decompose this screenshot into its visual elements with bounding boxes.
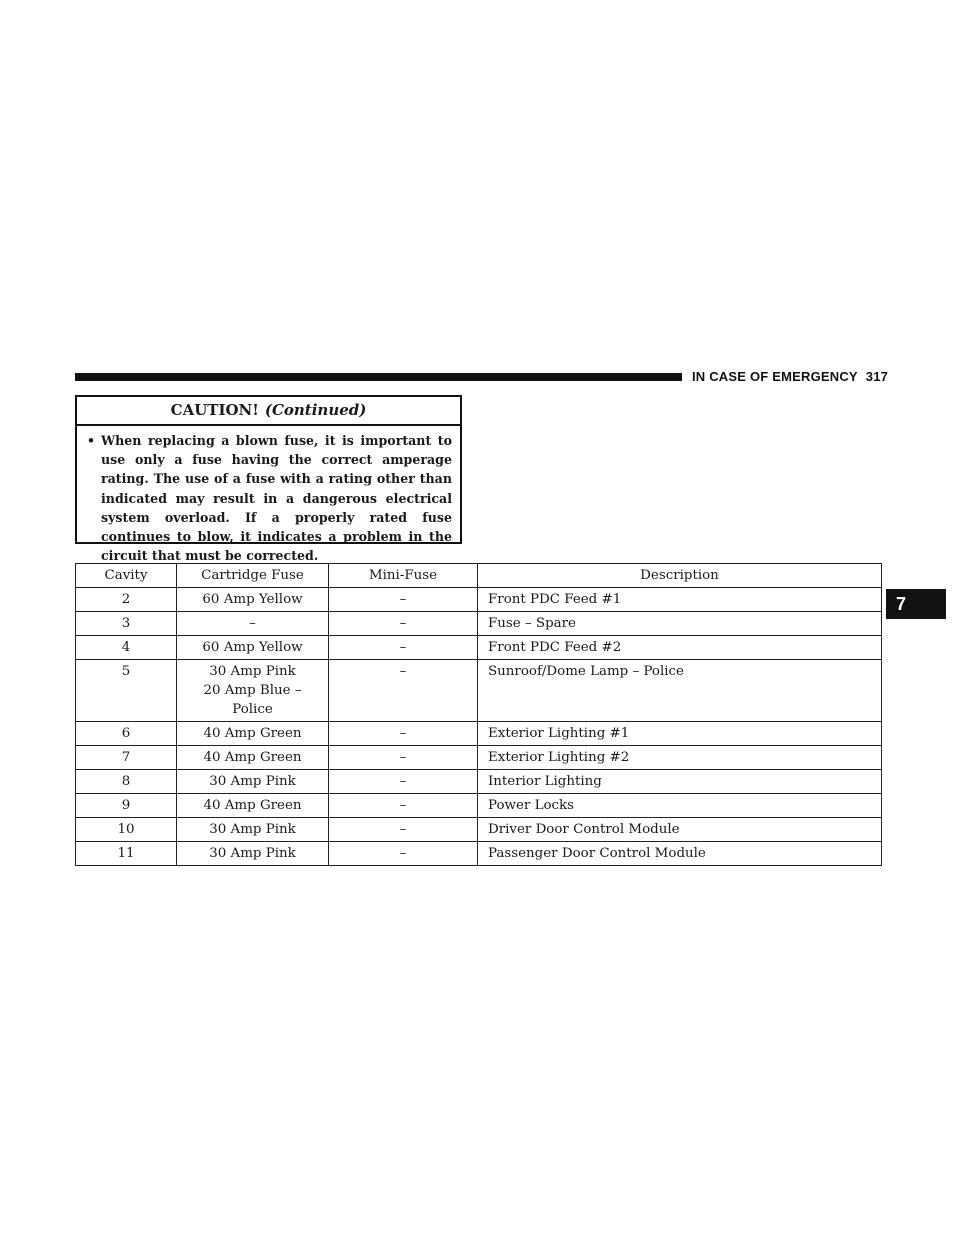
cartridge-fuse-line: 30 Amp Pink: [209, 822, 296, 837]
cavity-cell: 9: [76, 794, 177, 818]
description-cell: Sunroof/Dome Lamp – Police: [478, 660, 882, 722]
mini-fuse-cell: –: [329, 612, 478, 636]
cartridge-fuse-line: –: [249, 616, 256, 631]
header-rule: [75, 373, 682, 381]
caution-body: [77, 426, 460, 565]
caution-box: [75, 395, 462, 564]
cartridge-fuse-cell: [177, 818, 329, 842]
cartridge-fuse-cell: [177, 842, 329, 866]
mini-fuse-cell: –: [329, 794, 478, 818]
cavity-cell: 10: [76, 818, 177, 842]
description-cell: Exterior Lighting #2: [478, 746, 882, 770]
mini-fuse-cell: –: [329, 722, 478, 746]
header-cavity: Cavity: [76, 564, 177, 588]
bullet-icon: •: [87, 433, 96, 448]
page-number: 317: [865, 369, 889, 384]
description-cell: Passenger Door Control Module: [478, 842, 882, 866]
table-row: [76, 794, 882, 818]
cavity-cell: 11: [76, 842, 177, 866]
running-header: [692, 366, 888, 388]
cartridge-fuse-cell: [177, 588, 329, 612]
cavity-cell: 7: [76, 746, 177, 770]
mini-fuse-cell: –: [329, 588, 478, 612]
table-row: [76, 746, 882, 770]
header-cartridge-fuse: Cartridge Fuse: [177, 564, 329, 588]
cartridge-fuse-line: 20 Amp Blue –: [203, 683, 302, 698]
cartridge-fuse-cell: [177, 770, 329, 794]
mini-fuse-cell: –: [329, 770, 478, 794]
description-cell: Driver Door Control Module: [478, 818, 882, 842]
caution-text: When replacing a blown fuse, it is important to use only a fuse having the correct amperage rating. The use of a fuse with a rating other than indicated may result in a dangerous electrical system overload. If a properly rated fuse continues to blow, it indicates a problem in the circuit that must be corrected.: [101, 433, 452, 564]
table-row: [76, 818, 882, 842]
description-cell: Fuse – Spare: [478, 612, 882, 636]
cavity-cell: 2: [76, 588, 177, 612]
cartridge-fuse-cell: [177, 660, 329, 722]
caution-title: [77, 397, 460, 426]
cavity-cell: 8: [76, 770, 177, 794]
caution-heading: CAUTION!: [170, 401, 259, 419]
fuse-table: [75, 563, 882, 866]
table-row: [76, 722, 882, 746]
table-row: [76, 660, 882, 722]
description-cell: Front PDC Feed #2: [478, 636, 882, 660]
cartridge-fuse-line: 40 Amp Green: [203, 726, 302, 741]
table-header-row: [76, 564, 882, 588]
table-row: [76, 636, 882, 660]
cartridge-fuse-line: 30 Amp Pink: [209, 846, 296, 861]
description-cell: Interior Lighting: [478, 770, 882, 794]
caution-continued: (Continued): [264, 401, 367, 419]
cartridge-fuse-cell: [177, 612, 329, 636]
chapter-tab[interactable]: 7: [886, 589, 946, 619]
cartridge-fuse-cell: [177, 636, 329, 660]
cavity-cell: 3: [76, 612, 177, 636]
cartridge-fuse-line: 30 Amp Pink: [209, 664, 296, 679]
cartridge-fuse-line: 30 Amp Pink: [209, 774, 296, 789]
mini-fuse-cell: –: [329, 660, 478, 722]
table-row: [76, 612, 882, 636]
table-row: [76, 588, 882, 612]
cartridge-fuse-line: 40 Amp Green: [203, 750, 302, 765]
cartridge-fuse-cell: [177, 746, 329, 770]
fuse-table-body: [76, 588, 882, 866]
mini-fuse-cell: –: [329, 818, 478, 842]
section-title: IN CASE OF EMERGENCY: [692, 369, 858, 384]
table-row: [76, 770, 882, 794]
cartridge-fuse-line: 60 Amp Yellow: [202, 640, 303, 655]
description-cell: Front PDC Feed #1: [478, 588, 882, 612]
cartridge-fuse-line: 60 Amp Yellow: [202, 592, 303, 607]
cavity-cell: 5: [76, 660, 177, 722]
cartridge-fuse-line: 40 Amp Green: [203, 798, 302, 813]
mini-fuse-cell: –: [329, 842, 478, 866]
cartridge-fuse-line: Police: [232, 702, 273, 717]
header-description: Description: [478, 564, 882, 588]
mini-fuse-cell: –: [329, 636, 478, 660]
cavity-cell: 4: [76, 636, 177, 660]
mini-fuse-cell: –: [329, 746, 478, 770]
header-mini-fuse: Mini-Fuse: [329, 564, 478, 588]
cartridge-fuse-cell: [177, 722, 329, 746]
cavity-cell: 6: [76, 722, 177, 746]
table-row: [76, 842, 882, 866]
description-cell: Exterior Lighting #1: [478, 722, 882, 746]
cartridge-fuse-cell: [177, 794, 329, 818]
description-cell: Power Locks: [478, 794, 882, 818]
